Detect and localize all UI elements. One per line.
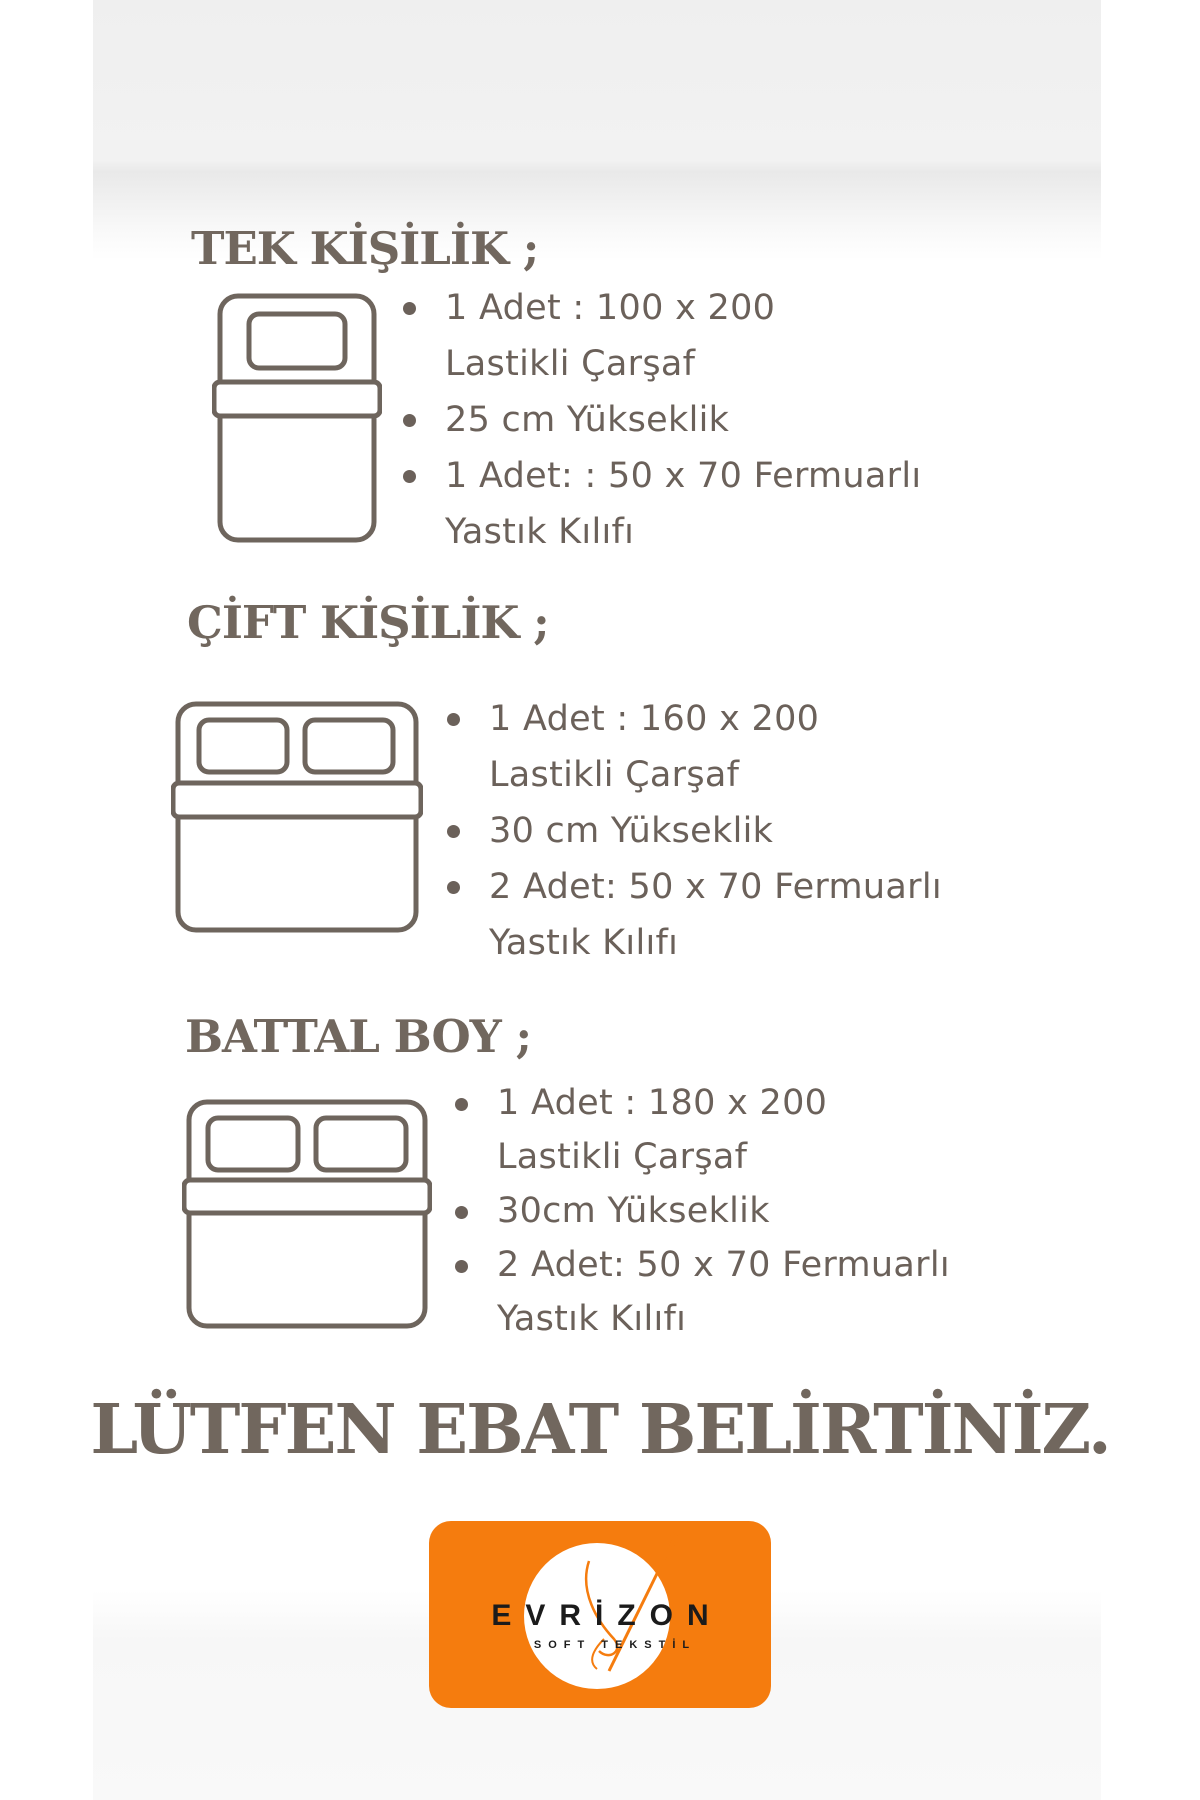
logo-brand-name: EVRİZON [491, 1599, 723, 1632]
list-item [447, 803, 942, 859]
item-text-continued: Yastık Kılıfı [489, 923, 679, 963]
item-list-double [447, 691, 942, 971]
item-text-continued: Lastikli Çarşaf [489, 755, 740, 795]
item-text-continued: Yastık Kılıfı [497, 1299, 687, 1339]
list-item [455, 1238, 950, 1346]
double-bed-icon [171, 700, 423, 934]
list-item [447, 691, 942, 803]
logo-tagline: SOFT TEKSTİL [533, 1639, 697, 1651]
king-bed-icon [182, 1098, 432, 1330]
item-text: 1 Adet: : 50 x 70 Fermuarlı [445, 456, 922, 496]
list-item [455, 1076, 950, 1184]
item-text-continued: Lastikli Çarşaf [445, 344, 696, 384]
item-text: 2 Adet: 50 x 70 Fermuarlı [497, 1245, 950, 1285]
list-item [403, 448, 921, 560]
item-text: 1 Adet : 100 x 200 [445, 288, 776, 328]
single-bed-icon [212, 292, 382, 544]
list-item [447, 859, 942, 971]
section-heading-king: BATTAL BOY ; [185, 1010, 532, 1063]
item-list-king [455, 1076, 950, 1346]
item-text: 30 cm Yükseklik [489, 811, 774, 851]
list-item [403, 280, 921, 392]
call-to-action: LÜTFEN EBAT BELİRTİNİZ. [90, 1390, 1110, 1470]
item-text: 1 Adet : 180 x 200 [497, 1083, 828, 1123]
brand-logo [429, 1521, 771, 1708]
item-text: 25 cm Yükseklik [445, 400, 730, 440]
section-heading-single: TEK KİŞİLİK ; [191, 222, 539, 275]
item-text: 30cm Yükseklik [497, 1191, 770, 1231]
item-text: 2 Adet: 50 x 70 Fermuarlı [489, 867, 942, 907]
list-item [403, 392, 921, 448]
item-text-continued: Yastık Kılıfı [445, 512, 635, 552]
item-text: 1 Adet : 160 x 200 [489, 699, 820, 739]
section-heading-double: ÇİFT KİŞİLİK ; [187, 596, 549, 649]
item-list-single [403, 280, 921, 560]
list-item [455, 1184, 950, 1238]
item-text-continued: Lastikli Çarşaf [497, 1137, 748, 1177]
